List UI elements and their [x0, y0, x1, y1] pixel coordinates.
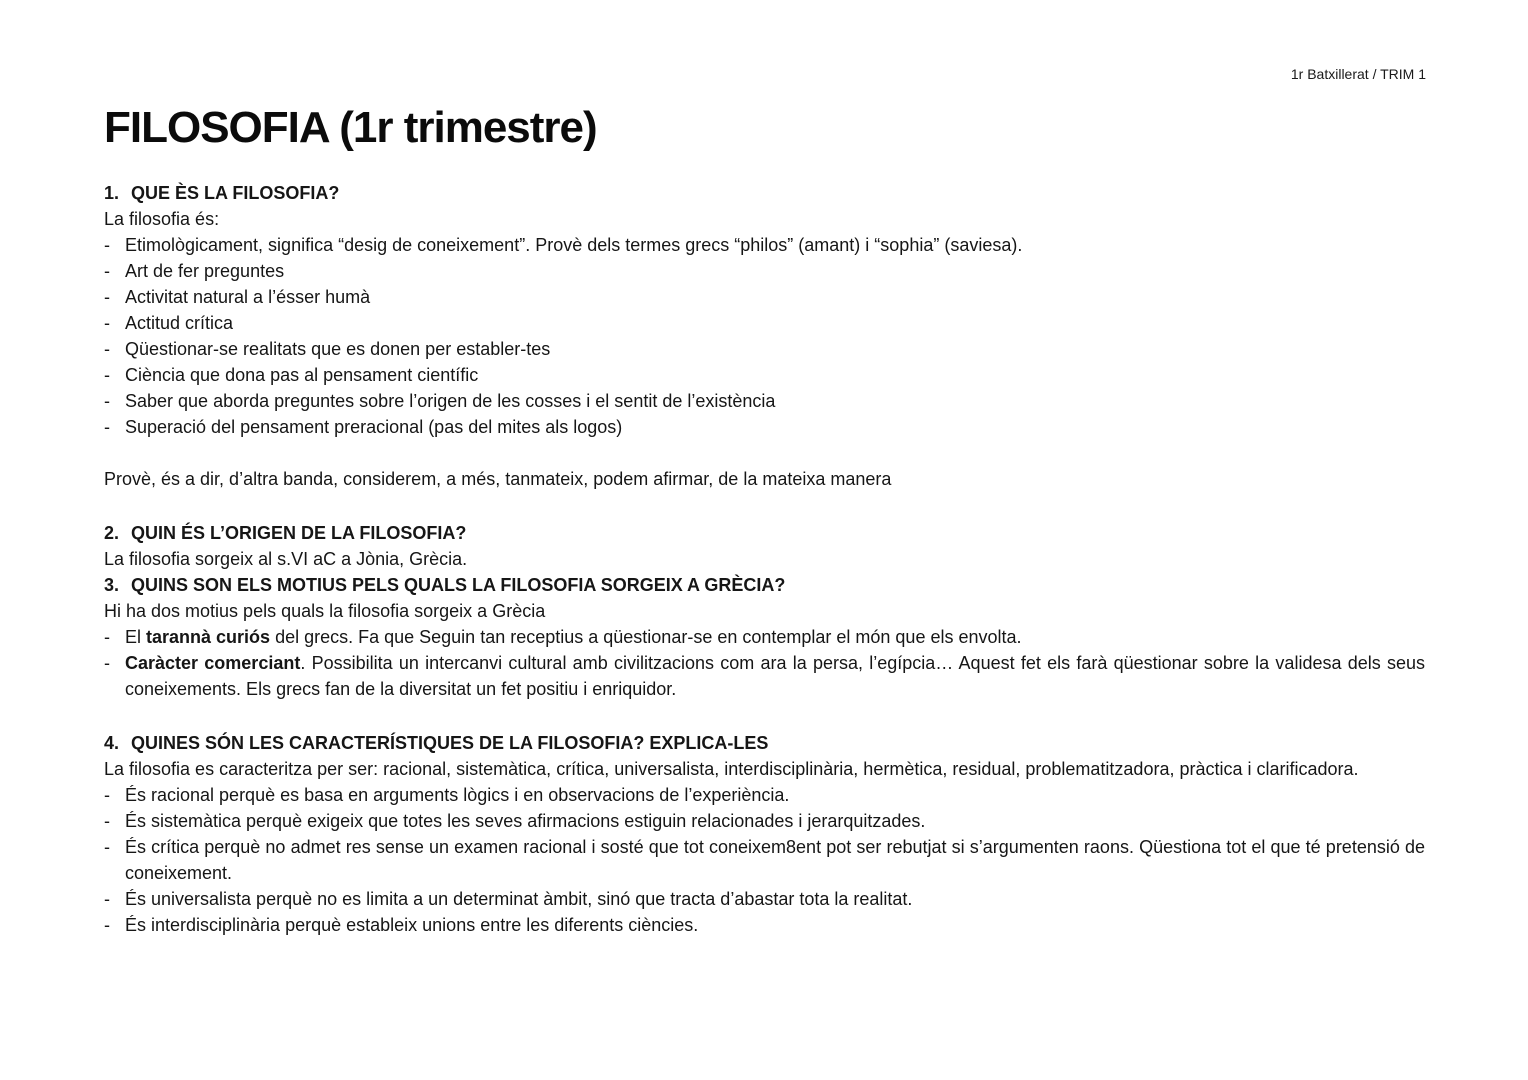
list-item [104, 336, 1425, 362]
bullet-text-post: del grecs. Fa que Seguin tan receptius a qüestionar-se en contemplar el món que els envolta. [270, 627, 1022, 647]
bullet-text: Saber que aborda preguntes sobre l’origen de les cosses i el sentit de l’existència [125, 391, 776, 411]
section-2-body: La filosofia sorgeix al s.VI aC a Jònia, Grècia. [104, 549, 468, 569]
section-4-heading-text: QUINES SÓN LES CARACTERÍSTIQUES DE LA FILOSOFIA? EXPLICA-LES [131, 733, 769, 753]
list-item [104, 808, 1425, 834]
bullet-text: És racional perquè es basa en arguments lògics i en observacions de l’experiència. [125, 785, 790, 805]
bullet-text-bold: Caràcter comerciant [125, 653, 301, 673]
list-item [104, 886, 1425, 912]
bullet-dash: - [104, 811, 110, 831]
bullet-dash: - [104, 313, 110, 333]
bullet-text: Actitud crítica [125, 313, 234, 333]
section-2-number: 2. [104, 523, 120, 543]
bullet-text-pre: El [125, 627, 147, 647]
bullet-dash: - [104, 889, 110, 909]
list-item [104, 388, 1425, 414]
section-4-bullet-list [104, 782, 1425, 938]
bullet-dash: - [104, 653, 110, 673]
list-item [104, 414, 1425, 440]
bullet-text: Etimològicament, significa “desig de coneixement”. Provè dels termes grecs “philos” (amant) i “sophia” (saviesa). [125, 235, 1023, 255]
section-3-number: 3. [104, 575, 120, 595]
section-1-heading-text: QUE ÈS LA FILOSOFIA? [131, 183, 340, 203]
section-1-heading [104, 180, 1425, 206]
connector-note-paragraph: Provè, és a dir, d’altra banda, considerem, a més, tanmateix, podem afirmar, de la mateixa manera [104, 469, 892, 489]
document-body [104, 103, 1426, 938]
bullet-text-post: . Possibilita un intercanvi cultural amb civilitzacions com ara la persa, l’egípcia… Aquest fet els farà qüestionar sobre la validesa dels seus coneixements. Els grecs fan de la diversitat un fet positiu i enriquidor. [125, 653, 1426, 699]
list-item [104, 310, 1425, 336]
bullet-dash: - [104, 417, 110, 437]
section-4-body: La filosofia es caracteritza per ser: racional, sistemàtica, crítica, universalista, interdisciplinària, hermètica, residual, problematitzadora, pràctica i clarificadora. [104, 759, 1359, 779]
bullet-dash: - [104, 785, 110, 805]
section-1-bullet-list [104, 232, 1425, 440]
bullet-text: Qüestionar-se realitats que es donen per establer-tes [125, 339, 551, 359]
section-1 [104, 180, 1425, 492]
list-item [104, 362, 1425, 388]
list-item [104, 258, 1425, 284]
bullet-dash: - [104, 339, 110, 359]
section-4-number: 4. [104, 733, 120, 753]
section-2-heading-text: QUIN ÉS L’ORIGEN DE LA FILOSOFIA? [131, 523, 467, 543]
section-1-intro: La filosofia és: [104, 209, 220, 229]
list-item [104, 284, 1425, 310]
bullet-dash: - [104, 365, 110, 385]
section-3-body: Hi ha dos motius pels quals la filosofia sorgeix a Grècia [104, 601, 546, 621]
bullet-text: És interdisciplinària perquè estableix unions entre les diferents ciències. [125, 915, 699, 935]
bullet-text: És sistemàtica perquè exigeix que totes les seves afirmacions estiguin relacionades i jerarquitzades. [125, 811, 926, 831]
section-1-number: 1. [104, 183, 120, 203]
bullet-text: Ciència que dona pas al pensament científic [125, 365, 479, 385]
bullet-dash: - [104, 261, 110, 281]
list-item [104, 232, 1425, 258]
bullet-text: És crítica perquè no admet res sense un examen racional i sosté que tot coneixem8ent pot ser rebutjat si s’argumenten raons. Qüestiona tot el que té pretensió de coneixement. [125, 837, 1425, 883]
list-item [104, 624, 1425, 650]
bullet-dash: - [104, 915, 110, 935]
section-4 [104, 730, 1425, 938]
list-item [104, 912, 1425, 938]
section-2 [104, 520, 1425, 572]
bullet-text-bold: tarannà curiós [146, 627, 271, 647]
document-title: FILOSOFIA (1r trimestre) [104, 103, 597, 152]
bullet-dash: - [104, 391, 110, 411]
section-3-bullet-list [104, 624, 1425, 702]
bullet-dash: - [104, 837, 110, 857]
list-item [104, 782, 1425, 808]
section-4-heading [104, 730, 1425, 756]
bullet-text: Art de fer preguntes [125, 261, 285, 281]
bullet-text: És universalista perquè no es limita a un determinat àmbit, sinó que tracta d’abastar tota la realitat. [125, 889, 913, 909]
bullet-dash: - [104, 235, 110, 255]
bullet-text: Superació del pensament preracional (pas del mites als logos) [125, 417, 623, 437]
bullet-text: Activitat natural a l’ésser humà [125, 287, 371, 307]
list-item [104, 834, 1425, 886]
section-3-heading [104, 572, 1425, 598]
bullet-dash: - [104, 627, 110, 647]
list-item [104, 650, 1425, 702]
header-course-label: 1r Batxillerat / TRIM 1 [1290, 66, 1426, 82]
section-3 [104, 572, 1425, 702]
section-3-heading-text: QUINS SON ELS MOTIUS PELS QUALS LA FILOSOFIA SORGEIX A GRÈCIA? [131, 575, 786, 595]
bullet-dash: - [104, 287, 110, 307]
section-2-heading [104, 520, 1425, 546]
